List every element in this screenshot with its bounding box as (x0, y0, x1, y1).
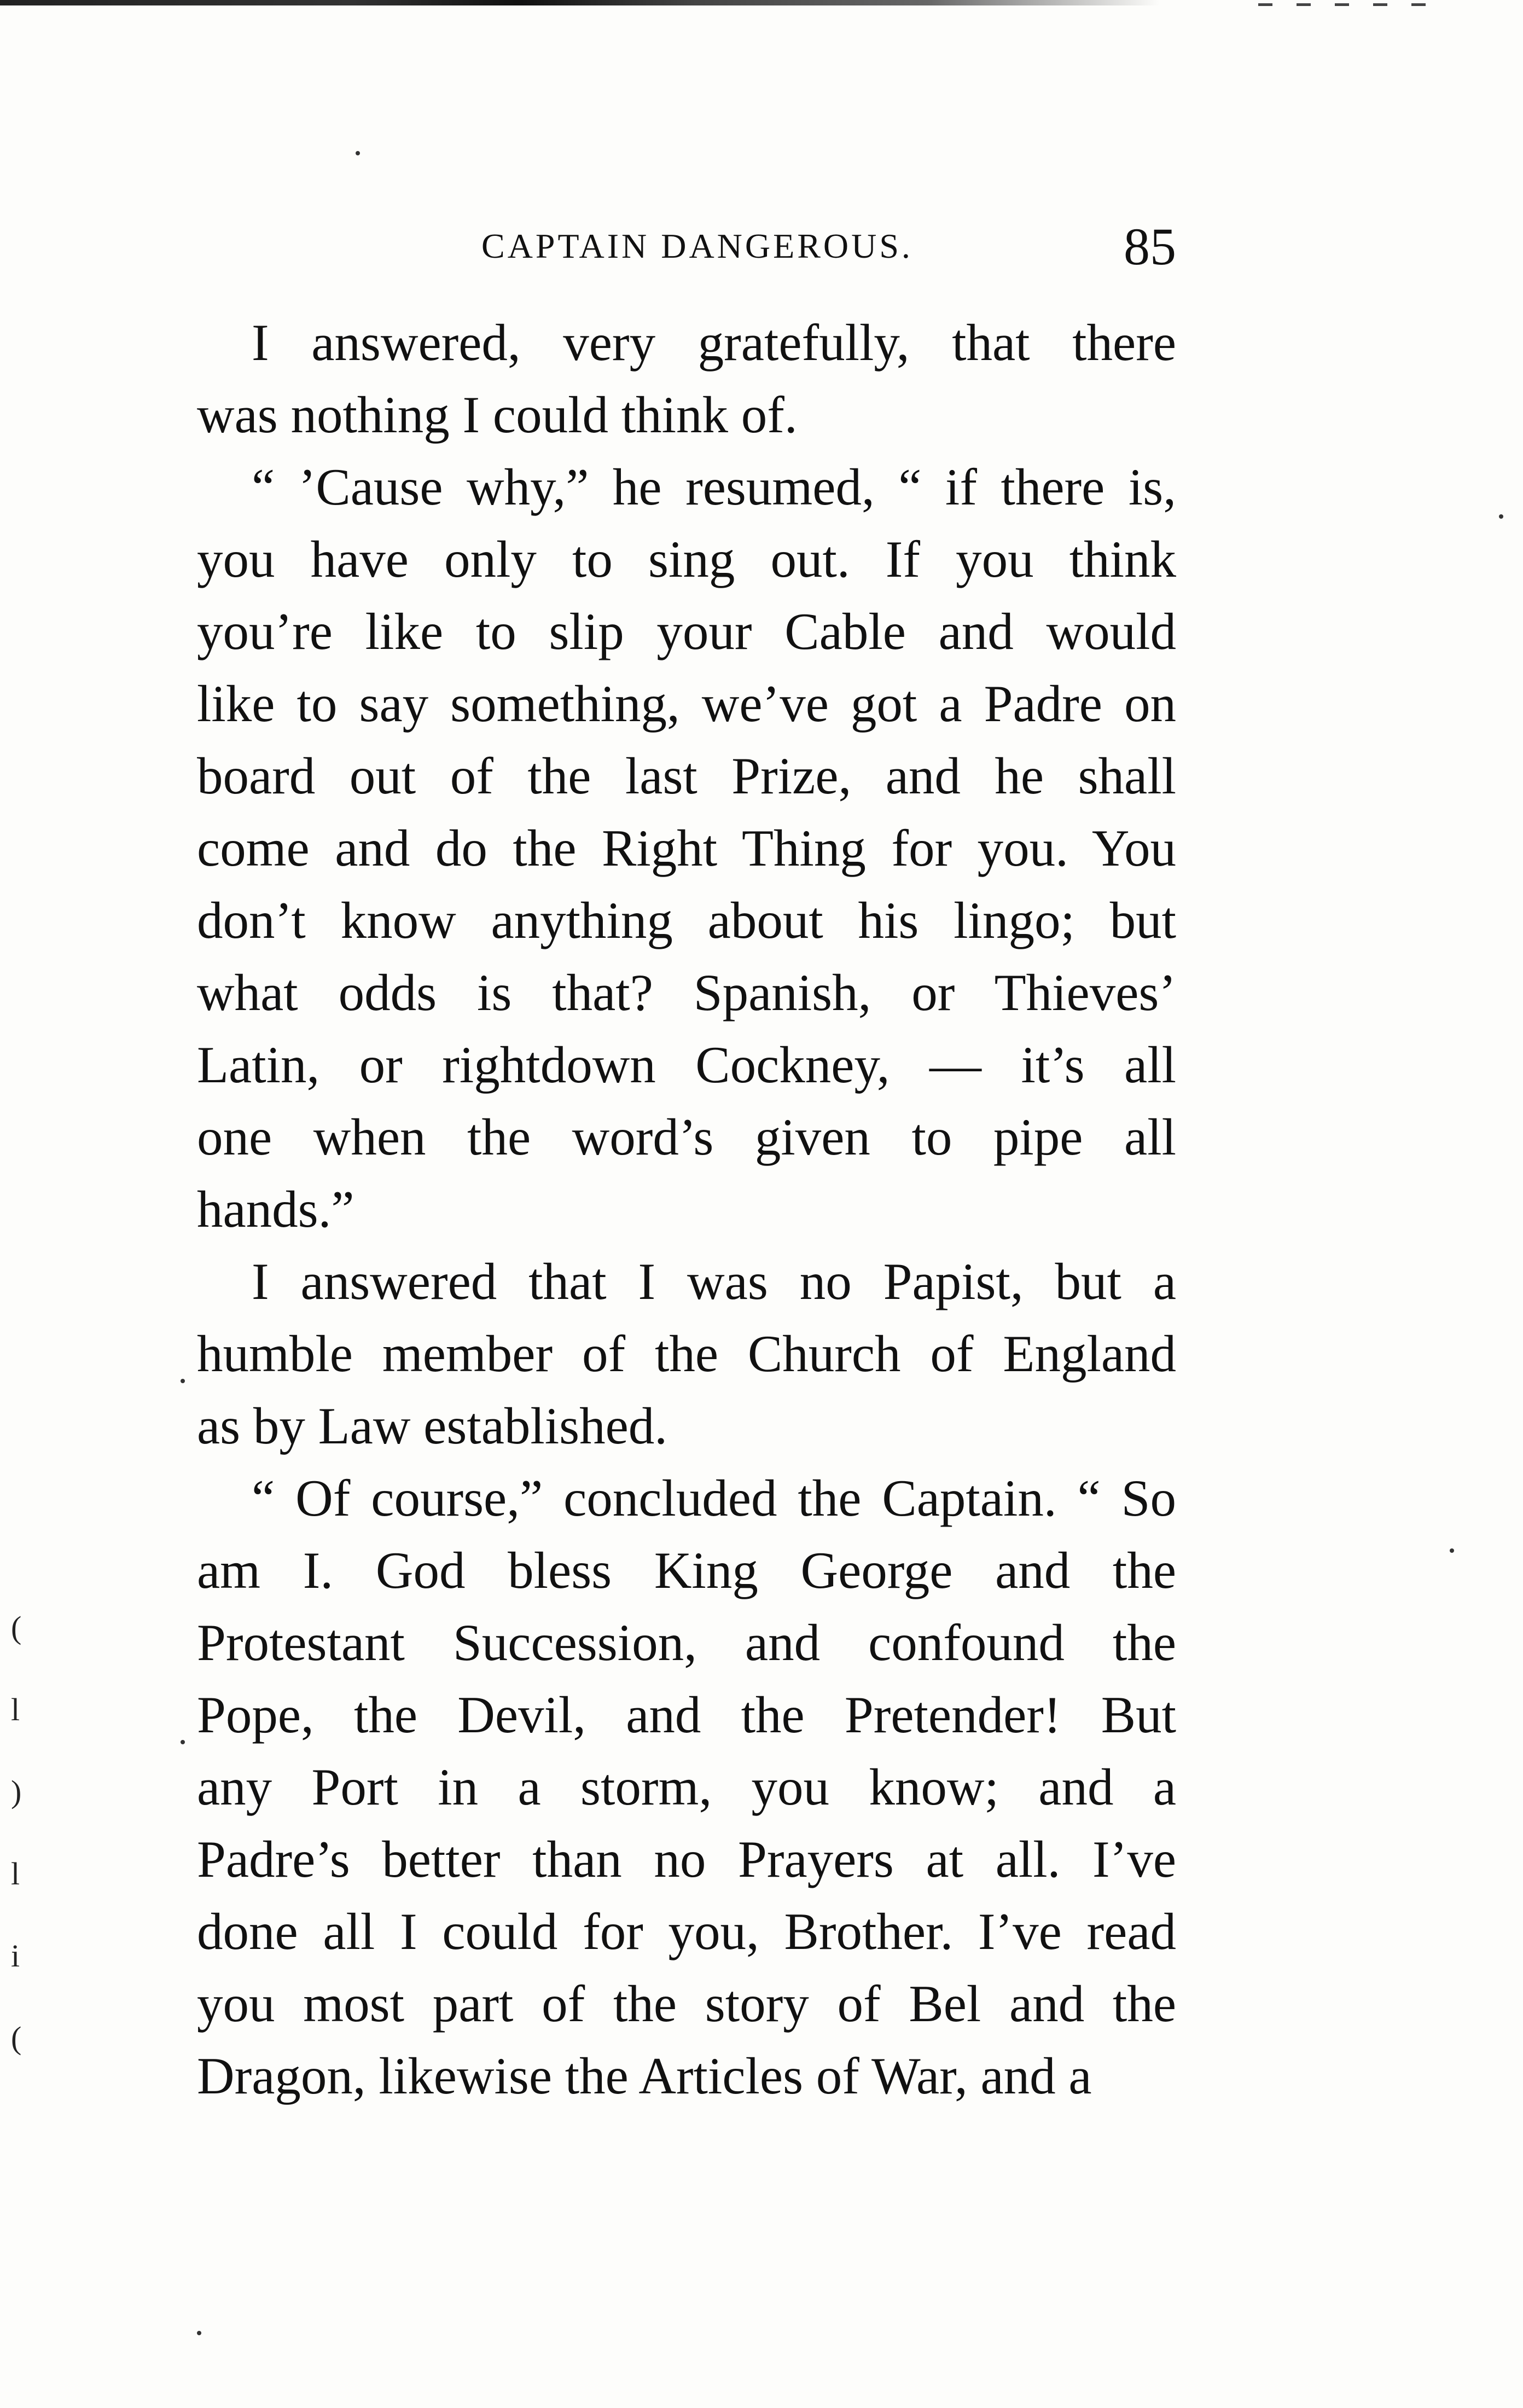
text-line: am I. God bless King George and the (197, 1541, 1176, 1599)
text-line: any Port in a storm, you know; and a (197, 1758, 1176, 1816)
text-line: done all I could for you, Brother. I’ve read (197, 1902, 1176, 1960)
margin-mark: ( (11, 2020, 22, 2056)
speck (197, 2331, 201, 2335)
text-line: I answered that I was no Papist, but a (252, 1252, 1176, 1310)
margin-marks (11, 1587, 33, 2079)
text-line: don’t know anything about his lingo; but (197, 891, 1176, 949)
text-line: you have only to sing out. If you think (197, 530, 1176, 588)
top-edge-rule-right (1258, 3, 1439, 6)
top-edge-rule (0, 0, 1160, 5)
text-line: you most part of the story of Bel and the (197, 1975, 1176, 2033)
paragraph (197, 1245, 1176, 1462)
running-head: CAPTAIN DANGEROUS. (481, 227, 913, 265)
speck (1499, 514, 1503, 519)
text-line: one when the word’s given to pipe all (197, 1108, 1176, 1166)
text-line: like to say something, we’ve got a Padre on (197, 675, 1176, 733)
text-line: what odds is that? Spanish, or Thieves’ (197, 964, 1176, 1022)
text-line: I answered, very gratefully, that there (252, 314, 1176, 372)
text-line: hands.” (197, 1180, 354, 1238)
text-line: humble member of the Church of England (197, 1325, 1176, 1383)
margin-mark: l (11, 1692, 20, 1727)
paragraph (197, 306, 1176, 451)
speck (181, 1379, 185, 1383)
speck (1450, 1548, 1454, 1553)
text-line: Padre’s better than no Prayers at all. I’ve (197, 1830, 1176, 1888)
text-line: board out of the last Prize, and he shall (197, 747, 1176, 805)
margin-mark: ) (11, 1774, 22, 1809)
paragraph (197, 451, 1176, 1245)
text-line: come and do the Right Thing for you. You (197, 819, 1176, 877)
speck (181, 1740, 185, 1744)
text-line: you’re like to slip your Cable and would (197, 602, 1176, 660)
page-number: 85 (1124, 217, 1176, 276)
text-line: was nothing I could think of. (197, 386, 798, 444)
text-line: Pope, the Devil, and the Pretender! But (197, 1686, 1176, 1744)
text-line: “ Of course,” concluded the Captain. “ So (252, 1469, 1176, 1527)
paragraph (197, 1462, 1176, 2112)
body-text (197, 306, 1176, 2112)
text-line: as by Law established. (197, 1397, 668, 1455)
text-line: Protestant Succession, and confound the (197, 1614, 1176, 1672)
margin-mark: l (11, 1856, 20, 1891)
speck (356, 151, 360, 155)
margin-mark: ( (11, 1610, 22, 1645)
margin-mark: i (11, 1938, 20, 1974)
text-line: Dragon, likewise the Articles of War, and a (197, 2047, 1092, 2105)
page-header (197, 216, 1176, 276)
text-line: “ ’Cause why,” he resumed, “ if there is, (252, 458, 1176, 516)
text-line: Latin, or rightdown Cockney, — it’s all (197, 1036, 1176, 1094)
